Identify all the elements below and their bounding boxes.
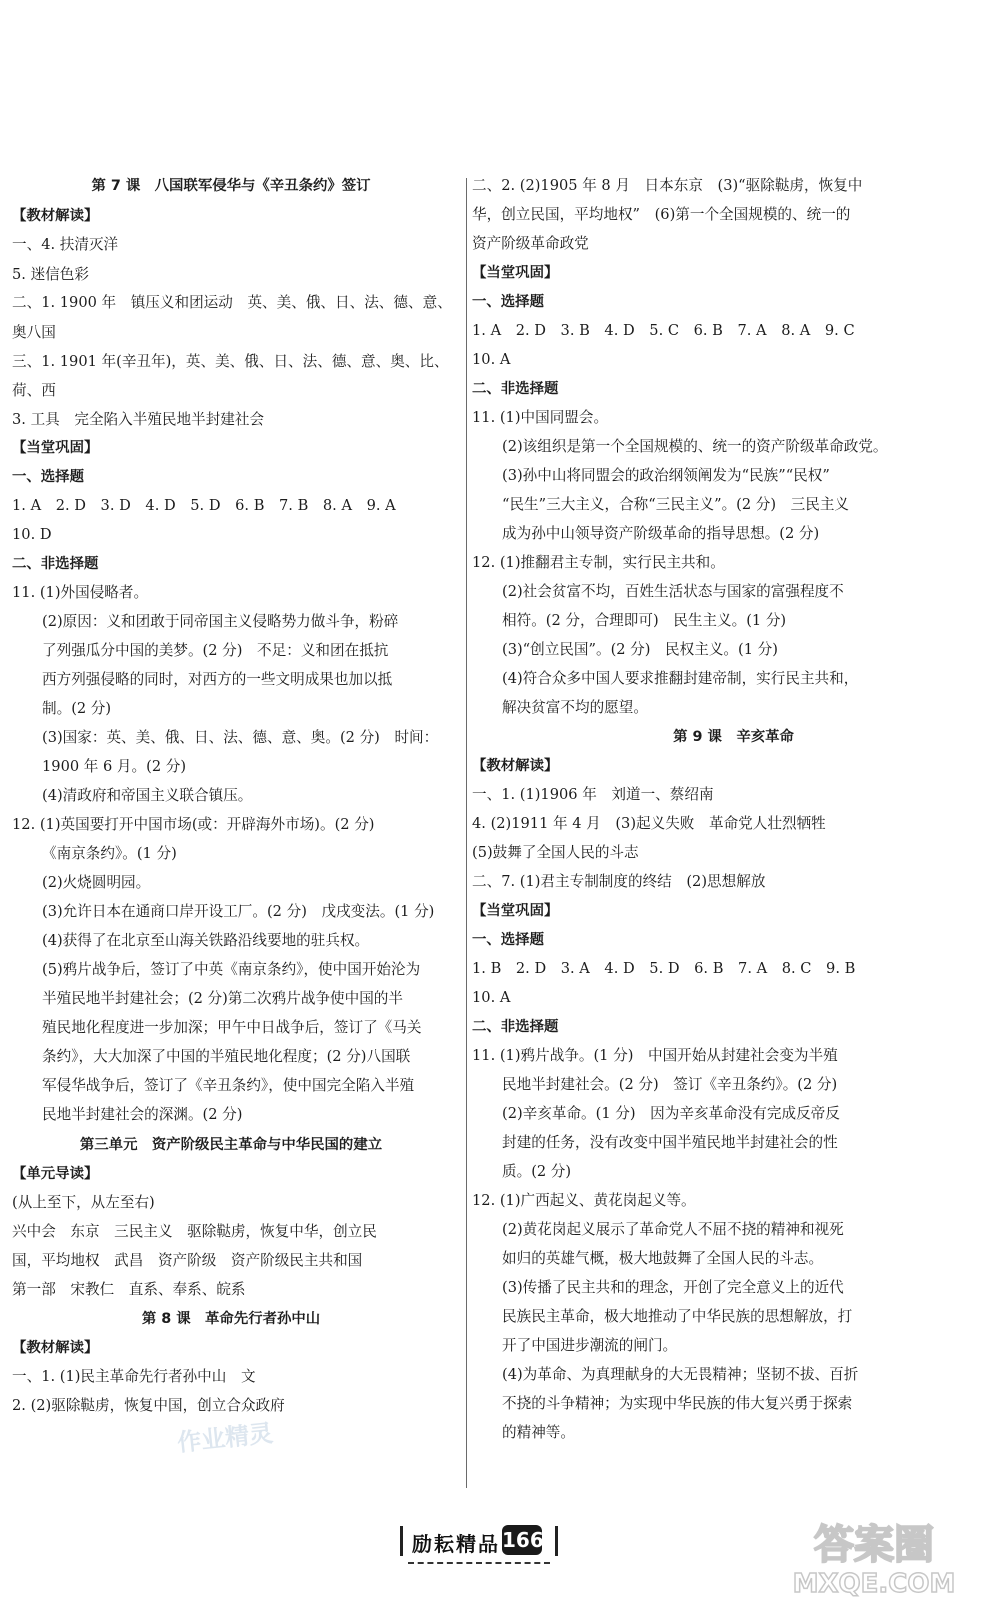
answer-line: 二、7. (1)君主专制制度的终结 (2)思想解放 <box>472 873 766 890</box>
lesson-9-title: 第 9 课 辛亥革命 <box>673 729 794 745</box>
answer-line: 3. 工具 完全陷入半殖民地半封建社会 <box>12 411 265 428</box>
answer-line: 兴中会 东京 三民主义 驱除鞑虏，恢复中华，创立民 <box>12 1223 377 1240</box>
subsection-label: 二、非选择题 <box>472 1019 559 1035</box>
footer-bar-right <box>555 1526 558 1556</box>
answer-line: (5)鼓舞了全国人民的斗志 <box>472 844 639 861</box>
answer-line: 资产阶级革命政党 <box>472 235 589 252</box>
answer-line: 国，平均地权 武昌 资产阶级 资产阶级民主共和国 <box>12 1252 363 1269</box>
answer-line: 第一部 宋教仁 直系、奉系、皖系 <box>12 1281 246 1298</box>
faint-stamp <box>150 1412 300 1462</box>
subsection-label: 一、选择题 <box>472 932 544 948</box>
answer-line: 11. (1)中国同盟会。 <box>472 409 609 426</box>
answer-line: (2)辛亥革命。(1 分) 因为辛亥革命没有完成反帝反 <box>502 1105 840 1122</box>
answer-line: (4)符合众多中国人要求推翻封建帝制，实行民主共和， <box>502 670 859 687</box>
answer-line: (2)原因：义和团敢于同帝国主义侵略势力做斗争，粉碎 <box>42 613 399 630</box>
subsection-label: 二、非选择题 <box>472 381 559 397</box>
lesson-7-title: 第 7 课 八国联军侵华与《辛丑条约》签订 <box>91 178 371 194</box>
answer-line: (4)为革命、为真理献身的大无畏精神；坚韧不拔、百折 <box>502 1366 859 1383</box>
answer-line: 一、4. 扶清灭洋 <box>12 236 119 253</box>
answer-line: 殖民地化程度进一步加深；甲午中日战争后，签订了《马关 <box>42 1019 422 1036</box>
answer-line: 军侵华战争后，签订了《辛丑条约》，使中国完全陷入半殖 <box>42 1077 415 1094</box>
answer-line: 半殖民地半封建社会；(2 分)第二次鸦片战争使中国的半 <box>42 990 403 1007</box>
answer-line: 4. (2)1911 年 4 月 (3)起义失败 革命党人壮烈牺牲 <box>472 815 826 832</box>
answer-line: 的精神等。 <box>502 1424 575 1441</box>
answer-line: (3)国家：英、美、俄、日、法、德、意、奥。(2 分) 时间： <box>42 729 439 746</box>
answer-line: 解决贫富不均的愿望。 <box>502 699 648 716</box>
answer-line: 西方列强侵略的同时，对西方的一些文明成果也加以抵 <box>42 671 393 688</box>
answer-line: 了列强瓜分中国的美梦。(2 分) 不足：义和团在抵抗 <box>42 642 389 659</box>
answer-line: (从上至下，从左至右) <box>12 1194 155 1211</box>
page-number: 166 <box>502 1525 542 1555</box>
answer-line: 1. A 2. D 3. D 4. D 5. D 6. B 7. B 8. A 9. A <box>12 497 396 514</box>
answer-line: 12. (1)推翻君主专制，实行民主共和。 <box>472 554 725 571</box>
answer-line: (4)获得了在北京至山海关铁路沿线要地的驻兵权。 <box>42 932 370 949</box>
svg-text:答案圈: 答案圈 <box>814 1522 934 1568</box>
answer-line: 2. (2)驱除鞑虏，恢复中国，创立合众政府 <box>12 1397 285 1414</box>
svg-text:MXQE.COM: MXQE.COM <box>792 1569 956 1598</box>
answer-line: 10. D <box>12 526 52 543</box>
answer-line: 民族民主革命，极大地推动了中华民族的思想解放，打 <box>502 1308 853 1325</box>
answer-line: 10. A <box>472 351 511 368</box>
watermark-logo <box>758 1512 990 1598</box>
section-label: 【当堂巩固】 <box>12 440 99 456</box>
subsection-label: 一、选择题 <box>12 469 84 485</box>
answer-line: 10. A <box>472 989 511 1006</box>
answer-line: 1. A 2. D 3. B 4. D 5. C 6. B 7. A 8. A 9. C <box>472 322 855 339</box>
subsection-label: 二、非选择题 <box>12 556 99 572</box>
answer-line: (2)黄花岗起义展示了革命党人不屈不挠的精神和视死 <box>502 1221 844 1238</box>
footer-title: 励耘精品 <box>412 1532 500 1556</box>
answer-line: 成为孙中山领导资产阶级革命的指导思想。(2 分) <box>502 525 820 542</box>
subsection-label: 一、选择题 <box>472 294 544 310</box>
section-label: 【当堂巩固】 <box>472 265 559 281</box>
answer-line: 一、1. (1)1906 年 刘道一、蔡绍南 <box>472 786 714 803</box>
unit-3-title: 第三单元 资产阶级民主革命与中华民国的建立 <box>79 1137 383 1153</box>
answer-line: 11. (1)鸦片战争。(1 分) 中国开始从封建社会变为半殖 <box>472 1047 838 1064</box>
svg-text:作业精灵: 作业精灵 <box>175 1419 275 1457</box>
answer-line: 民地半封建社会。(2 分) 签订《辛丑条约》。(2 分) <box>502 1076 838 1093</box>
answer-line: 11. (1)外国侵略者。 <box>12 584 149 601</box>
answer-line: 相符。(2 分，合理即可) 民生主义。(1 分) <box>502 612 787 629</box>
section-label: 【教材解读】 <box>12 208 99 224</box>
answer-line: (2)社会贫富不均，百姓生活状态与国家的富强程度不 <box>502 583 844 600</box>
footer-bar-left <box>400 1526 403 1556</box>
column-divider <box>466 178 467 1488</box>
answer-line: (4)清政府和帝国主义联合镇压。 <box>42 787 253 804</box>
answer-line: (5)鸦片战争后，签订了中英《南京条约》，使中国开始沦为 <box>42 961 421 978</box>
section-label: 【教材解读】 <box>12 1340 99 1356</box>
answer-line: 奥八国 <box>12 324 56 341</box>
footer-dashed-rule <box>408 1562 550 1564</box>
section-label: 【单元导读】 <box>12 1166 99 1182</box>
answer-line: 封建的任务，没有改变中国半殖民地半封建社会的性 <box>502 1134 838 1151</box>
answer-line: 12. (1)广西起义、黄花岗起义等。 <box>472 1192 696 1209</box>
answer-line: 12. (1)英国要打开中国市场(或：开辟海外市场)。(2 分) <box>12 816 375 833</box>
answer-line: 二、2. (2)1905 年 8 月 日本东京 (3)“驱除鞑虏，恢复中 <box>472 177 863 194</box>
answer-line: (3)“创立民国”。(2 分) 民权主义。(1 分) <box>502 641 778 658</box>
answer-line: “民生”三大主义，合称“三民主义”。(2 分) 三民主义 <box>502 496 850 513</box>
answer-line: 二、1. 1900 年 镇压义和团运动 英、美、俄、日、法、德、意、 <box>12 294 452 311</box>
answer-line: 《南京条约》。(1 分) <box>42 845 177 862</box>
answer-line: (2)该组织是第一个全国规模的、统一的资产阶级革命政党。 <box>502 438 888 455</box>
page-footer <box>400 1522 558 1560</box>
answer-line: 如归的英雄气概，极大地鼓舞了全国人民的斗志。 <box>502 1250 824 1267</box>
answer-line: 华，创立民国，平均地权” (6)第一个全国规模的、统一的 <box>472 206 851 223</box>
answer-line: (3)传播了民主共和的理念，开创了完全意义上的近代 <box>502 1279 844 1296</box>
answer-line: 1. B 2. D 3. A 4. D 5. D 6. B 7. A 8. C 9. B <box>472 960 856 977</box>
answer-line: 开了中国进步潮流的闸门。 <box>502 1337 678 1354</box>
answer-line: (2)火烧圆明园。 <box>42 874 151 891</box>
section-label: 【教材解读】 <box>472 758 559 774</box>
lesson-8-title: 第 8 课 革命先行者孙中山 <box>141 1311 321 1327</box>
answer-line: (3)孙中山将同盟会的政治纲领阐发为“民族”“民权” <box>502 467 830 484</box>
answer-line: 民地半封建社会的深渊。(2 分) <box>42 1106 243 1123</box>
answer-line: 条约》，大大加深了中国的半殖民地化程度；(2 分)八国联 <box>42 1048 411 1065</box>
answer-line: 三、1. 1901 年(辛丑年)，英、美、俄、日、法、德、意、奥、比、 <box>12 353 449 370</box>
answer-line: (3)允许日本在通商口岸开设工厂。(2 分) 戊戌变法。(1 分) <box>42 903 435 920</box>
answer-line: 不挠的斗争精神；为实现中华民族的伟大复兴勇于探索 <box>502 1395 853 1412</box>
answer-line: 质。(2 分) <box>502 1163 572 1180</box>
answer-line: 荷、西 <box>12 382 56 399</box>
section-label: 【当堂巩固】 <box>472 903 559 919</box>
answer-line: 制。(2 分) <box>42 700 112 717</box>
answer-line: 5. 迷信色彩 <box>12 266 89 283</box>
answer-line: 1900 年 6 月。(2 分) <box>42 758 187 775</box>
answer-line: 一、1. (1)民主革命先行者孙中山 文 <box>12 1368 256 1385</box>
